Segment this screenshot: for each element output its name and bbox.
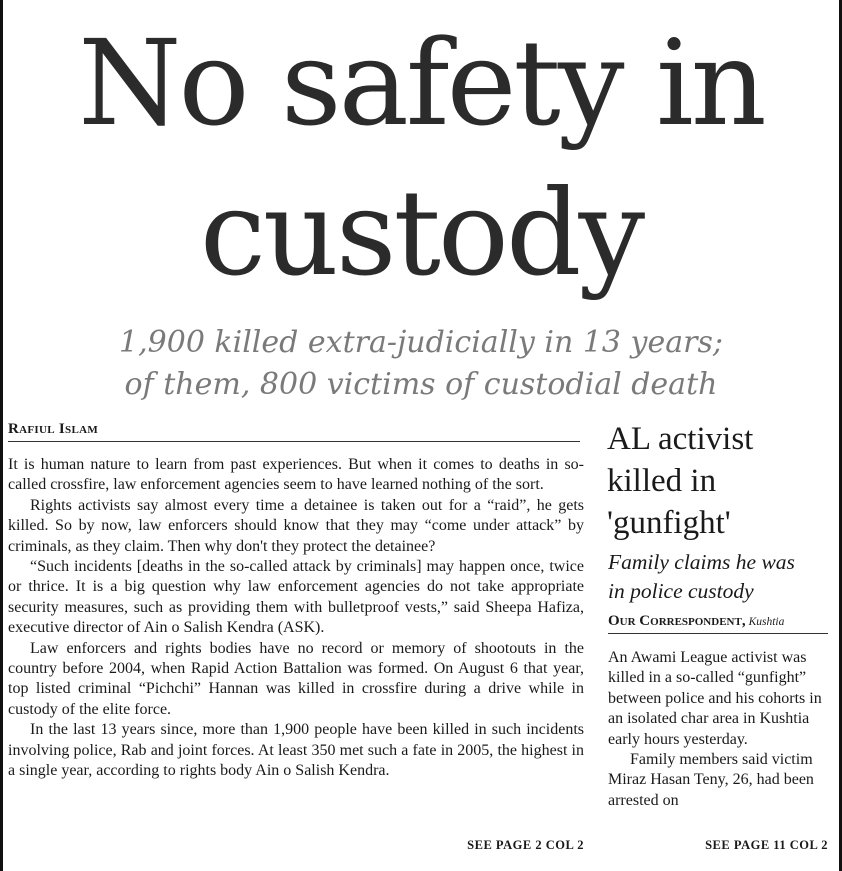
main-headline — [0, 8, 842, 308]
main-headline-line-1: No safety in — [78, 14, 764, 152]
main-jump-line: SEE PAGE 2 COL 2 — [467, 838, 584, 852]
main-subheadline — [0, 322, 842, 406]
main-paragraph-2: Rights activists say almost every time a detainee is taken out for a “raid”, he gets killed. So by now, law enforcers should know that they may “come under attack” by criminals, as they claim. Then why don't they protect the detainee? — [8, 496, 584, 555]
main-paragraph-5: In the last 13 years since, more than 1,900 people have been killed in such incidents involving police, Rab and joint forces. At least 350 met such a fate in 2005, the highest in a single year, according to rights body Ain o Salish Kendra. — [8, 721, 584, 780]
side-deck-line-1: Family claims he was — [608, 550, 795, 574]
main-subheadline-line-1: 1,900 killed extra-judicially in 13 years; — [119, 325, 723, 360]
main-byline: Rafiul Islam — [8, 421, 580, 442]
side-deck — [608, 548, 838, 606]
side-headline — [607, 418, 837, 544]
side-paragraph-1: An Awami League activist was killed in a so-called “gunfight” between police and his cohorts in an isolated char area in Kushtia early hours yesterday. — [608, 649, 822, 748]
side-byline-author: Our Correspondent, — [608, 613, 746, 629]
main-paragraph-4: Law enforcers and rights bodies have no record or memory of shootouts in the country before 2004, when Rapid Action Battalion was formed. On August 6 that year, top listed criminal “Pichchi” Hannan was killed in crossfire during a drive while in custody of the elite force. — [8, 639, 584, 718]
side-headline-line-1: AL activist — [607, 421, 754, 457]
side-article-body — [608, 648, 826, 811]
side-paragraph-2: Family members said victim Miraz Hasan Teny, 26, had been arrested on — [608, 751, 814, 809]
side-byline — [608, 612, 828, 634]
main-headline-line-2: custody — [199, 164, 643, 302]
side-deck-line-2: in police custody — [608, 579, 754, 603]
main-paragraph-1: It is human nature to learn from past experiences. But when it comes to deaths in so-called crossfire, law enforcement agencies seem to have learned nothing of the sort. — [8, 456, 584, 494]
side-headline-line-3: 'gunfight' — [607, 505, 731, 541]
side-byline-dateline: Kushtia — [748, 616, 785, 628]
main-article-body — [8, 455, 584, 782]
side-jump-line: SEE PAGE 11 COL 2 — [705, 838, 828, 852]
side-headline-line-2: killed in — [607, 463, 717, 499]
main-subheadline-line-2: of them, 800 victims of custodial death — [124, 367, 718, 402]
main-paragraph-3: “Such incidents [deaths in the so-called attack by criminals] may happen once, twice or thrice. It is a big question why law enforcement agencies do not take appropriate security measures, such as providing them with bulletproof vests,” said Sheepa Hafiza, executive director of Ain o Salish Kendra (ASK). — [8, 558, 584, 637]
